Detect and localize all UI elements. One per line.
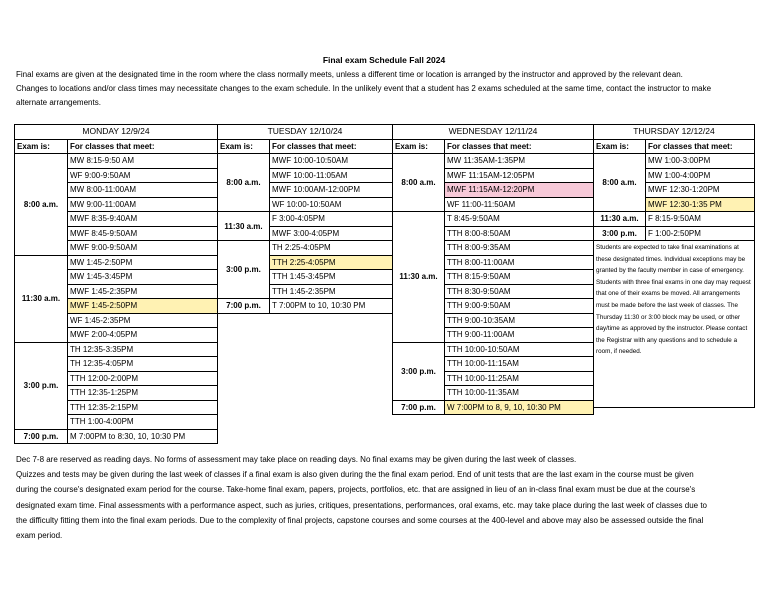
for-classes-label: For classes that meet: bbox=[270, 139, 393, 154]
class-time: TTH 8:30-9:50AM bbox=[445, 284, 594, 299]
class-time: M 7:00PM to 8:30, 10, 10:30 PM bbox=[68, 429, 218, 444]
footer-notes bbox=[16, 452, 716, 543]
class-time: T 7:00PM to 10, 10:30 PM bbox=[270, 299, 393, 314]
thursday-schedule-table bbox=[593, 124, 755, 408]
class-time: MWF 9:00-9:50AM bbox=[68, 241, 218, 256]
class-time: MW 8:15-9:50 AM bbox=[68, 154, 218, 169]
class-time: TTH 10:00-10:50AM bbox=[445, 342, 594, 357]
class-time: TTH 1:45-2:35PM bbox=[270, 284, 393, 299]
thursday-note: Students are expected to take final examinations at these designated times. Individual exceptions may be granted by the faculty member in case of emergency. Students with three final exams in one day may request that one of their exams be moved. All arrangements must be made before the last week of classes. The Thursday 11:30 or 3:00 block may be used, or other day/time as approved by the instructor. Please contact the Registrar with any questions and to schedule a room, if needed. bbox=[594, 241, 755, 408]
exam-time: 8:00 a.m. bbox=[393, 154, 445, 212]
class-time: F 8:15-9:50AM bbox=[646, 212, 755, 227]
wednesday-schedule-table bbox=[392, 124, 594, 415]
class-time: WF 10:00-10:50AM bbox=[270, 197, 393, 212]
for-classes-label: For classes that meet: bbox=[445, 139, 594, 154]
exam-is-label: Exam is: bbox=[393, 139, 445, 154]
for-classes-label: For classes that meet: bbox=[68, 139, 218, 154]
class-time: TTH 12:35-2:15PM bbox=[68, 400, 218, 415]
class-time: TTH 8:00-9:35AM bbox=[445, 241, 594, 256]
class-time: MWF 11:15AM-12:05PM bbox=[445, 168, 594, 183]
class-time: TTH 1:45-3:45PM bbox=[270, 270, 393, 285]
exam-time: 11:30 a.m. bbox=[594, 212, 646, 227]
class-time: TH 12:35-3:35PM bbox=[68, 342, 218, 357]
exam-is-label: Exam is: bbox=[218, 139, 270, 154]
exam-time: 3:00 p.m. bbox=[393, 342, 445, 400]
class-time: MW 1:00-4:00PM bbox=[646, 168, 755, 183]
class-time: MW 8:00-11:00AM bbox=[68, 183, 218, 198]
class-time-highlighted: W 7:00PM to 8, 9, 10, 10:30 PM bbox=[445, 400, 594, 415]
class-time: MW 11:35AM-1:35PM bbox=[445, 154, 594, 169]
day-header: TUESDAY 12/10/24 bbox=[218, 125, 393, 140]
class-time: TTH 10:00-11:25AM bbox=[445, 371, 594, 386]
class-time: TTH 8:00-11:00AM bbox=[445, 255, 594, 270]
intro-paragraph: Final exams are given at the designated time in the room where the class normally meets, unless a different time or location is arranged by the instructor and approved by the relevant dean. Changes to locations and/or class times may necessitate changes to the exam schedule. In the unlikely event that a student has 2 exams scheduled at the same time, contact the instructor to make alternate arrangements. bbox=[16, 70, 712, 107]
class-time: TTH 10:00-11:15AM bbox=[445, 357, 594, 372]
class-time-highlighted: TTH 2:25-4:05PM bbox=[270, 255, 393, 270]
class-time: MWF 10:00AM-12:00PM bbox=[270, 183, 393, 198]
class-time: TTH 8:00-8:50AM bbox=[445, 226, 594, 241]
class-time: WF 11:00-11:50AM bbox=[445, 197, 594, 212]
class-time: TTH 10:00-11:35AM bbox=[445, 386, 594, 401]
exam-is-label: Exam is: bbox=[15, 139, 68, 154]
class-time: MW 9:00-11:00AM bbox=[68, 197, 218, 212]
class-time: TTH 9:00-9:50AM bbox=[445, 299, 594, 314]
class-time: MW 1:45-3:45PM bbox=[68, 270, 218, 285]
tuesday-schedule-table bbox=[217, 124, 393, 314]
exam-time: 7:00 p.m. bbox=[15, 429, 68, 444]
page-title: Final exam Schedule Fall 2024 bbox=[322, 55, 446, 65]
class-time: MWF 12:30-1:20PM bbox=[646, 183, 755, 198]
exam-time: 8:00 a.m. bbox=[15, 154, 68, 256]
class-time: MW 1:00-3:00PM bbox=[646, 154, 755, 169]
class-time: MWF 2:00-4:05PM bbox=[68, 328, 218, 343]
class-time: MWF 3:00-4:05PM bbox=[270, 226, 393, 241]
for-classes-label: For classes that meet: bbox=[646, 139, 755, 154]
day-header: THURSDAY 12/12/24 bbox=[594, 125, 755, 140]
class-time: TTH 9:00-10:35AM bbox=[445, 313, 594, 328]
class-time-highlighted: MWF 1:45-2:50PM bbox=[68, 299, 218, 314]
footer-paragraph-assessments: Quizzes and tests may be given during the last week of classes if a final exam is also given during the the final exam period. End of unit tests that are the last exam in the course must be given during the course's designated exam period for the course. Take-home final exam, papers, projects, portfolios, etc. that are assigned in lieu of an in-class final exam must be due at the course's designated exam time. Final assessments with a performance aspect, such as juries, critiques, presentations, performances, oral exams, etc. may take place during the last week of classes due to the difficulty fitting them into the final exam periods. Due to the complexity of final projects, capstone courses and some courses at the 400-level and above may also be assessed outside the final exam period. bbox=[16, 470, 707, 541]
class-time: WF 9:00-9:50AM bbox=[68, 168, 218, 183]
exam-time: 3:00 p.m. bbox=[15, 342, 68, 429]
class-time: TH 12:35-4:05PM bbox=[68, 357, 218, 372]
class-time: F 3:00-4:05PM bbox=[270, 212, 393, 227]
monday-schedule-table bbox=[14, 124, 218, 444]
class-time: MWF 10:00-11:05AM bbox=[270, 168, 393, 183]
class-time: TH 2:25-4:05PM bbox=[270, 241, 393, 256]
exam-time: 11:30 a.m. bbox=[393, 212, 445, 343]
class-time: MWF 1:45-2:35PM bbox=[68, 284, 218, 299]
day-header: MONDAY 12/9/24 bbox=[15, 125, 218, 140]
class-time: TTH 8:15-9:50AM bbox=[445, 270, 594, 285]
exam-time: 11:30 a.m. bbox=[15, 255, 68, 342]
class-time: TTH 1:00-4:00PM bbox=[68, 415, 218, 430]
class-time: TTH 12:00-2:00PM bbox=[68, 371, 218, 386]
class-time: TTH 9:00-11:00AM bbox=[445, 328, 594, 343]
exam-time: 7:00 p.m. bbox=[218, 299, 270, 314]
footer-paragraph-reading-days: Dec 7-8 are reserved as reading days. No forms of assessment may take place on reading days. No final exams may be given during the last week of classes. bbox=[16, 455, 577, 464]
exam-time: 3:00 p.m. bbox=[218, 241, 270, 299]
class-time: T 8:45-9:50AM bbox=[445, 212, 594, 227]
day-header: WEDNESDAY 12/11/24 bbox=[393, 125, 594, 140]
exam-time: 8:00 a.m. bbox=[218, 154, 270, 212]
class-time: TTH 12:35-1:25PM bbox=[68, 386, 218, 401]
class-time: MWF 10:00-10:50AM bbox=[270, 154, 393, 169]
class-time: MWF 8:35-9:40AM bbox=[68, 212, 218, 227]
exam-is-label: Exam is: bbox=[594, 139, 646, 154]
class-time: WF 1:45-2:35PM bbox=[68, 313, 218, 328]
exam-time: 7:00 p.m. bbox=[393, 400, 445, 415]
class-time: MWF 8:45-9:50AM bbox=[68, 226, 218, 241]
class-time-highlighted: MWF 12:30-1:35 PM bbox=[646, 197, 755, 212]
class-time: MW 1:45-2:50PM bbox=[68, 255, 218, 270]
exam-time: 3:00 p.m. bbox=[594, 226, 646, 241]
exam-time: 8:00 a.m. bbox=[594, 154, 646, 212]
class-time: F 1:00-2:50PM bbox=[646, 226, 755, 241]
exam-time: 11:30 a.m. bbox=[218, 212, 270, 241]
class-time-highlighted: MWF 11:15AM-12:20PM bbox=[445, 183, 594, 198]
